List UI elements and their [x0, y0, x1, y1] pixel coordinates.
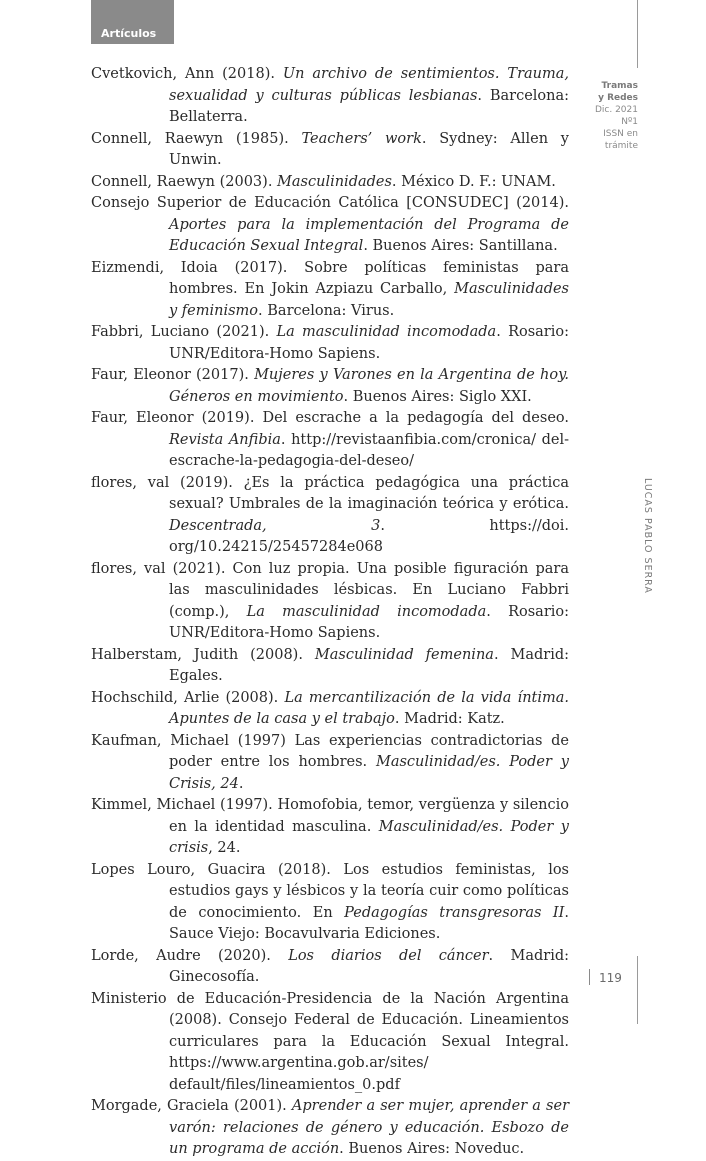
- ref-text: Fabbri, Luciano (2021).: [91, 324, 277, 340]
- ref-publisher: .: [238, 775, 244, 792]
- ref-publisher: . Buenos Aires: Siglo XXI.: [343, 388, 532, 405]
- reference-entry: [91, 989, 569, 1097]
- journal-title-line1: Tramas: [601, 81, 638, 91]
- ref-title: Teachers’ work: [301, 130, 422, 147]
- ref-text: Faur, Eleonor (2017).: [91, 367, 255, 383]
- ref-publisher: . Buenos Aires: Noveduc.: [339, 1141, 525, 1157]
- ref-title: Revista Anfibia: [169, 431, 281, 448]
- journal-number: Nº1: [621, 117, 638, 127]
- ref-title: Masculinidad femenina: [314, 646, 494, 663]
- reference-entry: [91, 365, 569, 408]
- ref-text: Lorde, Audre (2020).: [91, 947, 289, 964]
- ref-publisher: . Sauce Viejo: Bocavulvaria Ediciones.: [169, 904, 569, 942]
- ref-text: Kaufman, Michael (1997) Las experiencias contradictorias de poder entre los hombres.: [91, 732, 569, 770]
- ref-title: Masculinidad/es. Poder y crisis: [169, 818, 569, 856]
- reference-entry: [91, 1096, 569, 1161]
- ref-text: Faur, Eleonor (2019). Del escrache a la pedagogía del deseo.: [91, 410, 569, 426]
- page-number: [589, 969, 622, 985]
- ref-title: Los diarios del cáncer: [288, 947, 489, 964]
- journal-issn-line1: ISSN en: [603, 129, 638, 139]
- reference-entry: [91, 408, 569, 473]
- ref-publisher: . http://revistaanfibia.com/cronica/ del-escrache-la-pedagogia-del-deseo/: [169, 431, 569, 469]
- reference-entry: [91, 473, 569, 559]
- ref-text: Ministerio de Educación-Presidencia de la Nación Argentina (2008). Consejo Federal de Educación. Lineamientos curriculares para la Educación Sexual Integral. https://www.argentina.gob.ar/sites/ default/files/lineamientos_0.pdf: [91, 990, 569, 1093]
- reference-entry: [91, 795, 569, 860]
- ref-publisher: . Rosario: UNR/Editora-Homo Sapiens.: [169, 324, 569, 362]
- ref-title: Aportes para la implementación del Programa de Educación Sexual Integral: [169, 216, 569, 254]
- ref-text: Eizmendi, Idoia (2017). Sobre políticas feministas para hombres. En Jokin Azpiazu Carballo,: [91, 259, 569, 297]
- ref-text: Connell, Raewyn (2003).: [91, 173, 278, 190]
- ref-text: Cvetkovich, Ann (2018).: [91, 66, 283, 82]
- ref-text: Connell, Raewyn (1985).: [91, 130, 302, 147]
- ref-publisher: . Madrid: Egales.: [169, 646, 569, 684]
- page-number-value: 119: [599, 971, 622, 985]
- ref-title: La masculinidad incomodada: [246, 603, 487, 620]
- ref-publisher: . México D. F.: UNAM.: [391, 173, 556, 190]
- ref-title: Masculinidad/es. Poder y Crisis, 24: [169, 754, 569, 792]
- journal-info: [586, 80, 638, 152]
- ref-title: Masculinidades y feminismo: [169, 281, 569, 319]
- reference-entry: [91, 193, 569, 258]
- ref-text: Consejo Superior de Educación Católica [CONSUDEC] (2014).: [91, 195, 569, 211]
- ref-publisher: . Madrid: Ginecosofía.: [169, 947, 569, 985]
- margin-rule-top: [637, 0, 638, 68]
- ref-text: Halberstam, Judith (2008).: [91, 646, 315, 663]
- ref-title: Descentrada, 3: [169, 517, 381, 534]
- reference-entry: [91, 860, 569, 946]
- journal-title-line2: y Redes: [598, 93, 638, 103]
- ref-text: flores, val (2021). Con luz propia. Una posible figuración para las masculinidades lésbicas. En Luciano Fabbri (comp.),: [91, 560, 569, 620]
- ref-publisher: . https://doi. org/10.24215/25457284e068: [169, 517, 569, 555]
- ref-publisher: . Madrid: Katz.: [394, 711, 505, 727]
- reference-entry: [91, 946, 569, 989]
- ref-title: Mujeres y Varones en la Argentina de hoy. Géneros en movimiento: [169, 367, 569, 405]
- reference-entry: [91, 559, 569, 645]
- ref-title: Masculinidades: [277, 173, 392, 190]
- ref-title: Pedagogías transgresoras II: [344, 904, 565, 921]
- ref-publisher: . Buenos Aires: Santillana.: [363, 238, 558, 254]
- section-label: Artículos: [101, 27, 157, 40]
- reference-entry: [91, 645, 569, 688]
- ref-text: Kimmel, Michael (1997). Homofobia, temor, vergüenza y silencio en la identidad masculina.: [91, 797, 569, 835]
- ref-title: La mercantilización de la vida íntima. Apuntes de la casa y el trabajo: [169, 689, 570, 727]
- reference-entry: [91, 258, 569, 323]
- reference-entry: [91, 731, 569, 796]
- reference-entry: [91, 64, 569, 129]
- reference-entry: [91, 688, 569, 731]
- ref-publisher: . Barcelona: Virus.: [258, 302, 395, 319]
- ref-publisher: , 24.: [208, 840, 241, 856]
- ref-text: Hochschild, Arlie (2008).: [91, 689, 285, 706]
- reference-entry: [91, 129, 569, 172]
- ref-title: Un archivo de sentimientos. Trauma, sexualidad y culturas públicas lesbianas: [169, 66, 569, 104]
- running-author: LUCAS PABLO SERRA: [642, 478, 653, 594]
- ref-publisher: . Rosario: UNR/Editora-Homo Sapiens.: [169, 603, 570, 641]
- margin-rule-bottom: [637, 956, 638, 1024]
- reference-entry: [91, 322, 569, 365]
- page-number-divider: [589, 969, 590, 985]
- ref-text: Lopes Louro, Guacira (2018). Los estudios feministas, los estudios gays y lésbicos y la teoría cuir como políticas de conocimiento. En: [91, 861, 569, 921]
- reference-entry: [91, 172, 569, 194]
- ref-publisher: . Sydney: Allen y Unwin.: [169, 130, 569, 168]
- section-tab: [91, 0, 174, 44]
- ref-title: Aprender a ser mujer, aprender a ser varón: relaciones de género y educación. Esbozo de un programa de acción: [169, 1098, 570, 1157]
- ref-text: flores, val (2019). ¿Es la práctica pedagógica una práctica sexual? Umbrales de la imaginación teórica y erótica.: [91, 474, 569, 512]
- journal-date: Dic. 2021: [594, 105, 638, 115]
- reference-list: [91, 64, 569, 1161]
- ref-title: La masculinidad incomodada: [276, 324, 497, 340]
- journal-issn-line2: trámite: [604, 141, 638, 151]
- ref-text: Morgade, Graciela (2001).: [91, 1098, 292, 1114]
- ref-publisher: . Barcelona: Bellaterra.: [169, 87, 570, 125]
